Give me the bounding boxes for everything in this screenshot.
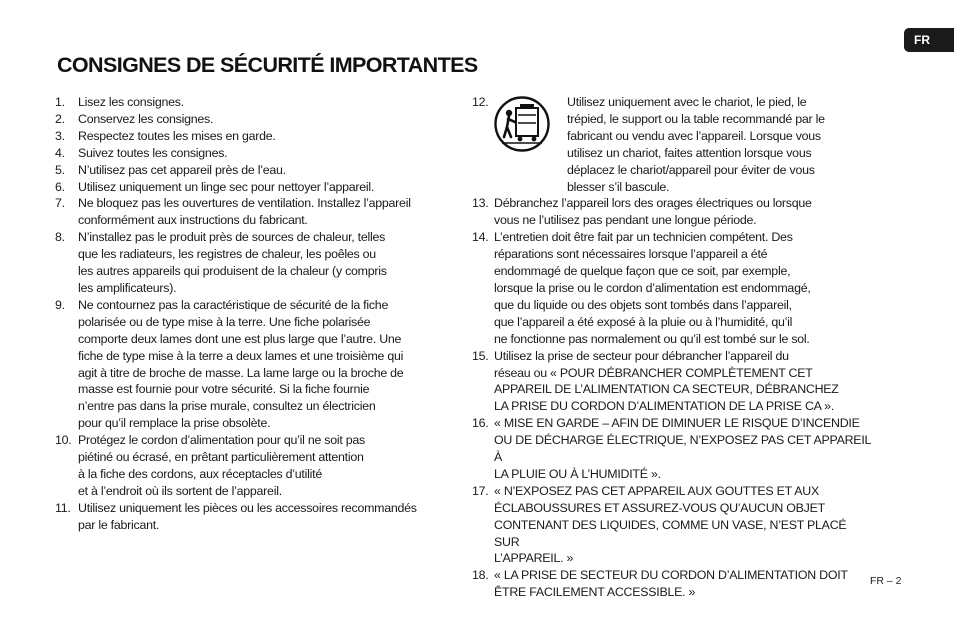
item-text-line: blesser s’il bascule. — [567, 179, 670, 194]
item-text-line: endommagé de quelque façon que ce soit, par exemple, — [494, 264, 791, 279]
item-text-line: comporte deux lames dont une est plus large que l’autre. Une — [78, 331, 402, 346]
list-item — [55, 111, 455, 128]
item-text-line: fabricant ou vendu avec l’appareil. Lorsque vous — [567, 128, 821, 143]
item-text-line: APPAREIL DE L’ALIMENTATION CA SECTEUR, DÉBRANCHEZ — [494, 382, 839, 397]
item-text-line: N’utilisez pas cet appareil près de l’eau. — [78, 162, 286, 177]
item-text-line: Protégez le cordon d’alimentation pour qu’il ne soit pas — [78, 433, 365, 448]
item-text-line: N’installez pas le produit près de sources de chaleur, telles — [78, 230, 386, 245]
list-item — [472, 567, 874, 601]
item-number: 1. — [55, 95, 65, 109]
item-number: 5. — [55, 162, 65, 177]
item-text-line: Lisez les consignes. — [78, 95, 184, 109]
item-number: 4. — [55, 145, 65, 160]
item-text-line: par le fabricant. — [78, 517, 160, 532]
item-text-line: à la fiche des cordons, aux réceptacles d’utilité — [78, 466, 322, 481]
item-text-line: agit à titre de broche de masse. La lame large ou la broche de — [78, 365, 404, 380]
item-number: 7. — [55, 196, 65, 211]
item-text-line: OU DE DÉCHARGE ÉLECTRIQUE, N’EXPOSEZ PAS CET APPAREIL À — [494, 433, 871, 465]
item-number: 9. — [55, 297, 65, 312]
item-text-line: réparations sont nécessaires lorsque l’appareil a été — [494, 247, 768, 262]
list-item — [55, 128, 455, 145]
item-number: 18. — [472, 568, 489, 583]
list-item — [472, 415, 874, 483]
item-text-line: Ne contournez pas la caractéristique de sécurité de la fiche — [78, 297, 389, 312]
item-number: 6. — [55, 179, 65, 194]
list-item — [472, 195, 874, 229]
item-text-line: piétiné ou écrasé, en prêtant particulièrement attention — [78, 450, 364, 465]
item-text-line: polarisée ou de type mise à la terre. Une fiche polarisée — [78, 314, 371, 329]
item-number: 13. — [472, 196, 489, 211]
list-item — [55, 145, 455, 162]
list-item-12 — [472, 94, 874, 195]
item-text-line: LA PRISE DU CORDON D’ALIMENTATION DE LA PRISE CA ». — [494, 399, 835, 414]
list-item — [55, 297, 455, 432]
item-text-line: Utilisez uniquement avec le chariot, le pied, le — [567, 95, 807, 109]
item-text-line: « N’EXPOSEZ PAS CET APPAREIL AUX GOUTTES ET AUX — [494, 483, 819, 498]
item-text-line: les autres appareils qui produisent de la chaleur (y compris — [78, 264, 387, 279]
item-text-line: masse est fournie pour votre sécurité. Si la fiche fournie — [78, 382, 370, 397]
item-number: 3. — [55, 128, 65, 143]
item-text-line: et à l’endroit où ils sortent de l’appareil. — [78, 483, 282, 498]
item-text-line: que les radiateurs, les registres de chaleur, les poêles ou — [78, 247, 376, 262]
list-item — [472, 348, 874, 416]
item-text-line: Utilisez uniquement un linge sec pour nettoyer l’appareil. — [78, 179, 375, 194]
item-text-line: fiche de type mise à la terre a deux lames et une troisième qui — [78, 348, 404, 363]
item-text-line: Respectez toutes les mises en garde. — [78, 128, 276, 143]
item-text-line: trépied, le support ou la table recommandé par le — [567, 111, 825, 126]
list-item — [55, 432, 455, 500]
item-text-line: Suivez toutes les consignes. — [78, 145, 228, 160]
item-number: 15. — [472, 348, 489, 363]
item-text-line: utilisez un chariot, faites attention lorsque vous — [567, 145, 812, 160]
item-text-line: CONTENANT DES LIQUIDES, COMME UN VASE, N’EST PLACÉ SUR — [494, 517, 847, 549]
item-text-line: ÊTRE FACILEMENT ACCESSIBLE. » — [494, 585, 696, 600]
item-text-line: ne fonctionne pas normalement ou qu’il est tombé sur le sol. — [494, 331, 810, 346]
item-text-line: n’entre pas dans la prise murale, consultez un électricien — [78, 399, 376, 414]
list-item — [55, 179, 455, 196]
item-text-line: les amplificateurs). — [78, 280, 177, 295]
item-text-line: Utilisez uniquement les pièces ou les accessoires recommandés — [78, 500, 417, 515]
item-text-line: L’entretien doit être fait par un technicien compétent. Des — [494, 230, 793, 245]
item-text-line: déplacez le chariot/appareil pour éviter de vous — [567, 162, 815, 177]
language-tab: FR — [904, 28, 954, 52]
item-text-line: conformément aux instructions du fabricant. — [78, 213, 308, 228]
item-number: 2. — [55, 111, 65, 126]
list-item — [55, 500, 455, 534]
right-column — [472, 94, 874, 601]
list-item — [55, 94, 455, 111]
item-text-line: « MISE EN GARDE – AFIN DE DIMINUER LE RISQUE D’INCENDIE — [494, 416, 860, 431]
item-number: 10. — [55, 433, 72, 448]
cart-tip-over-warning-icon — [494, 96, 550, 152]
item-number: 12. — [472, 95, 489, 109]
item-text-line: réseau ou « POUR DÉBRANCHER COMPLÈTEMENT CET — [494, 365, 813, 380]
item-text-line: ÉCLABOUSSURES ET ASSUREZ-VOUS QU’AUCUN OBJET — [494, 500, 825, 515]
list-item — [55, 162, 455, 179]
list-item — [472, 229, 874, 347]
item-number: 17. — [472, 483, 489, 498]
item-number: 14. — [472, 230, 489, 245]
item-text-line: Débranchez l’appareil lors des orages électriques ou lorsque — [494, 196, 812, 211]
page-title: CONSIGNES DE SÉCURITÉ IMPORTANTES — [57, 53, 478, 77]
left-column — [55, 94, 455, 534]
item-text-line: L’APPAREIL. » — [494, 551, 574, 566]
item-text-line: pour qu’il remplace la prise obsolète. — [78, 416, 271, 431]
item-text-line: vous ne l’utilisez pas pendant une longue période. — [494, 213, 757, 228]
page-number: FR – 2 — [870, 575, 902, 587]
item-text-line: « LA PRISE DE SECTEUR DU CORDON D’ALIMENTATION DOIT — [494, 568, 848, 583]
list-item — [472, 483, 874, 568]
item-text-line: que l’appareil a été exposé à la pluie ou à l’humidité, qu’il — [494, 314, 793, 329]
item-text-line: lorsque la prise ou le cordon d’alimentation est endommagé, — [494, 280, 811, 295]
list-item — [55, 229, 455, 297]
item-number: 8. — [55, 230, 65, 245]
item-number: 11. — [55, 500, 71, 515]
item-number: 16. — [472, 416, 489, 431]
item-text-line: Conservez les consignes. — [78, 111, 214, 126]
item-text-line: Utilisez la prise de secteur pour débrancher l’appareil du — [494, 348, 789, 363]
item-text-line: Ne bloquez pas les ouvertures de ventilation. Installez l’appareil — [78, 196, 411, 211]
item-text-line: LA PLUIE OU À L’HUMIDITÉ ». — [494, 466, 661, 481]
item-text-line: que du liquide ou des objets sont tombés dans l’appareil, — [494, 297, 792, 312]
list-item — [55, 195, 455, 229]
